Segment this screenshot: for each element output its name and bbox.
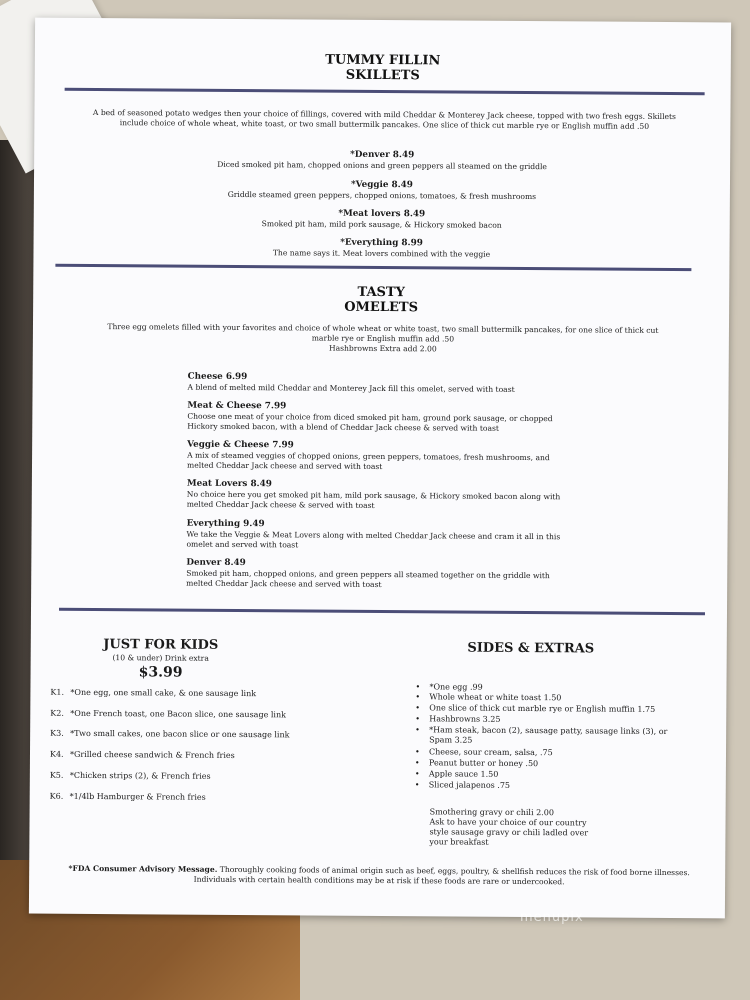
kids-code: K4. [49,749,64,759]
omelet-item [187,440,587,474]
omelet-item [188,372,588,396]
omelets-intro-line1: Three egg omelets filled with your favorites and choice of whole wheat or white toast, two small buttermilk pancakes, for one slice of thick cut [107,322,659,335]
smother-line: style sausage gravy or chili ladled over [429,827,589,838]
omelet-desc: omelet and served with toast [186,539,299,550]
smother-line: your breakfast [429,837,489,847]
side-text: One slice of thick cut marble rye or English muffin 1.75 [429,703,656,714]
smothering-note [429,807,699,849]
omelet-desc: Smoked pit ham, chopped onions, and green peppers all steamed together on the griddle with [186,568,550,581]
kids-item [50,750,235,761]
kids-code: K1. [50,687,65,697]
kids-title: JUST FOR KIDS [103,637,219,653]
omelet-desc: A mix of steamed veggies of chopped onions, green peppers, tomatoes, fresh mushrooms, and [187,450,550,463]
fda-text: Thoroughly cooking foods of animal origin such as beef, eggs, poultry, & shellfish reduces the risk of food borne illnesses. [217,864,690,878]
kids-price: $3.99 [138,664,183,681]
bullet: • [414,758,420,768]
side-text: Apple sauce 1.50 [428,769,499,779]
skillet-desc: Smoked pit ham, mild pork sausage, & Hickory smoked bacon [261,219,502,230]
omelet-desc: No choice here you get smoked pit ham, mild pork sausage, & Hickory smoked bacon along with [186,489,561,502]
bullet: • [414,780,420,790]
kids-item [50,688,256,699]
omelet-name: Everything 9.49 [186,518,265,530]
side-text: *Ham steak, bacon (2), sausage patty, sausage links (3), or [429,725,668,737]
omelet-desc: melted Cheddar Jack cheese and served with toast [186,460,383,472]
omelets-title-line2: OMELETS [344,299,419,316]
kids-text: *One egg, one small cake, & one sausage link [70,687,257,699]
skillet-desc: The name says it. Meat lovers combined with the veggie [272,248,491,259]
omelet-name: Veggie & Cheese 7.99 [187,439,294,451]
bullet: • [414,769,420,779]
omelets-intro-line2: marble rye or English muffin add .50 [311,333,455,344]
side-item [415,725,705,747]
side-text: *One egg .99 [429,682,483,692]
omelet-item [186,558,586,592]
bullet: • [415,692,421,702]
omelet-name: Meat & Cheese 7.99 [187,400,287,412]
omelet-name: Cheese 6.99 [187,371,248,383]
section-divider [59,608,705,616]
omelet-desc: We take the Veggie & Meat Lovers along with melted Cheddar Jack cheese and cram it all in this [186,529,561,542]
menu-page [29,18,731,919]
skillets-intro-line2: include choice of whole wheat, white toast, or two small buttermilk pancakes. One slice of thick cut marble rye or English muffin add .50 [119,118,650,131]
omelet-desc: Hickory smoked bacon, with a blend of Cheddar Jack cheese & served with toast [187,421,499,433]
skillets-intro [54,108,714,133]
omelet-name: Denver 8.49 [186,557,246,569]
side-item [415,758,705,770]
bullet: • [415,703,421,713]
watermark: menupix [520,910,584,925]
side-text: Hashbrowns 3.25 [429,714,501,724]
omelet-desc: melted Cheddar Jack cheese & served with toast [186,499,375,510]
omelets-intro [53,322,713,357]
kids-item [50,709,286,721]
side-item [415,692,705,704]
side-text: Peanut butter or honey .50 [428,758,539,769]
skillet-name: *Denver 8.49 [350,149,415,161]
bullet: • [415,714,421,724]
kids-code: K2. [50,708,64,718]
kids-subtitle: (10 & under) Drink extra [112,653,209,663]
side-item [415,747,705,759]
omelets-intro-line3: Hashbrowns Extra add 2.00 [328,343,437,354]
fda-text: Individuals with certain health conditions may be at risk if these foods are rare or undercooked. [193,874,565,887]
kids-code: K3. [50,728,64,738]
kids-item [50,729,289,741]
smother-line: Ask to have your choice of our country [429,817,587,828]
smother-line: Smothering gravy or chili 2.00 [429,807,554,818]
side-text: Cheese, sour cream, salsa, .75 [428,747,553,758]
side-text: Sliced jalapenos .75 [428,780,511,790]
skillet-item [34,148,730,174]
skillets-title-line2: SKILLETS [345,67,420,84]
omelets-title-line1: TASTY [357,284,405,301]
kids-code: K6. [49,791,64,801]
skillet-item [33,236,729,262]
side-text: Whole wheat or white toast 1.50 [429,692,562,703]
kids-text: *One French toast, one Bacon slice, one sausage link [70,708,287,720]
omelet-desc: melted Cheddar Jack cheese and served with toast [186,578,382,590]
kids-text: *Chicken strips (2), & French fries [69,770,211,781]
omelet-desc: Choose one meat of your choice from diced smoked pit ham, ground pork sausage, or chopped [187,411,553,424]
bullet: • [415,682,421,692]
bullet: • [415,725,420,735]
omelet-item [187,401,587,435]
kids-item [50,792,206,803]
skillets-title-line1: TUMMY FILLIN [325,52,441,69]
omelet-desc: A blend of melted mild Cheddar and Monterey Jack fill this omelet, served with toast [187,382,515,394]
sides-title: SIDES & EXTRAS [467,640,595,657]
kids-text: *Grilled cheese sandwich & French fries [69,749,235,760]
fda-advisory [49,864,709,889]
skillet-name: *Meat lovers 8.49 [338,208,426,220]
side-item [415,714,705,726]
omelet-item [186,519,586,553]
side-item [415,703,705,715]
kids-code: K5. [49,770,64,780]
kids-text: *1/4lb Hamburger & French fries [69,791,206,802]
section-divider [65,88,705,95]
side-item [415,780,705,792]
skillet-name: *Veggie 8.49 [350,179,413,191]
kids-text: *Two small cakes, one bacon slice or one sausage link [70,728,290,740]
skillet-name: *Everything 8.99 [340,237,423,249]
side-item [415,769,705,781]
skillet-item [34,178,730,204]
skillet-desc: Griddle steamed green peppers, chopped onions, tomatoes, & fresh mushrooms [227,189,537,202]
fda-label: *FDA Consumer Advisory Message. [68,863,218,874]
omelet-item [187,479,587,513]
side-text: Spam 3.25 [429,735,473,745]
kids-item [50,771,211,782]
skillet-desc: Diced smoked pit ham, chopped onions and green peppers all steamed on the griddle [217,159,547,172]
bullet: • [414,747,420,757]
section-divider [55,264,691,271]
omelet-name: Meat Lovers 8.49 [186,478,272,490]
skillets-intro-line1: A bed of seasoned potato wedges then your choice of fillings, covered with mild Cheddar & Monterey Jack cheese, topped with two fresh eggs. Skillets [92,107,677,122]
skillet-item [34,207,730,233]
